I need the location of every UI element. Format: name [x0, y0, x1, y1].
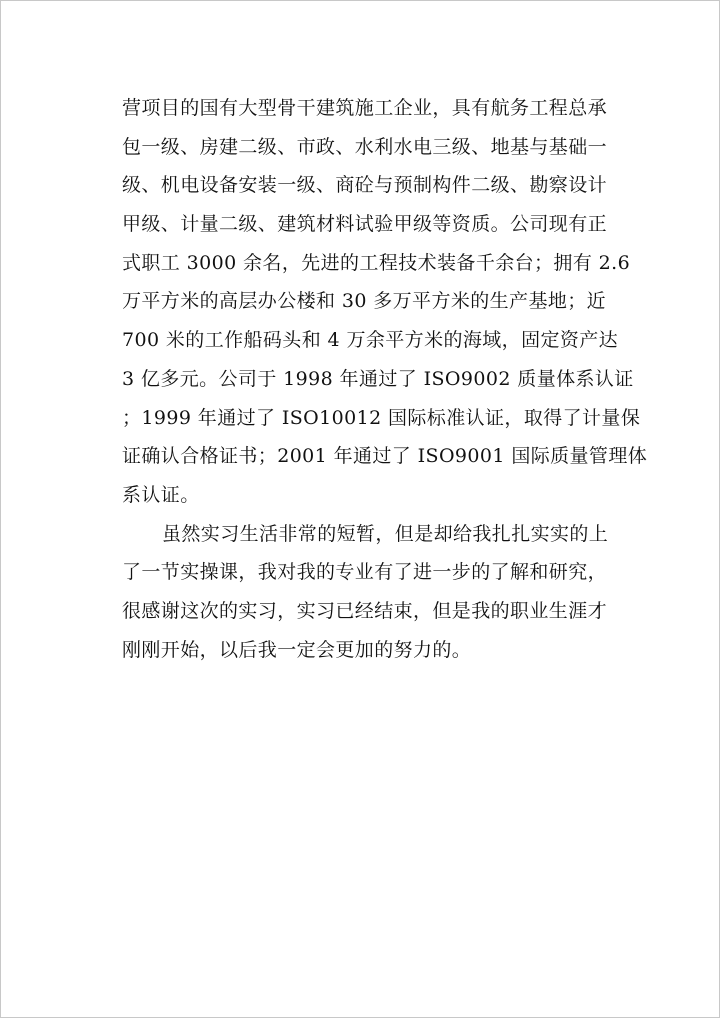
text-line: 3 亿多元。公司于 1998 年通过了 ISO9002 质量体系认证 [122, 367, 634, 390]
text-line: 万平方米的高层办公楼和 30 多万平方米的生产基地；近 [122, 290, 607, 313]
text-line: 虽然实习生活非常的短暂，但是却给我扎扎实实的上 [162, 522, 609, 545]
text-line: 营项目的国有大型骨干建筑施工企业，具有航务工程总承 [122, 97, 608, 119]
text-line: ；1999 年通过了 ISO10012 国际标准认证，取得了计量保 [122, 406, 641, 429]
text-line: 700 米的工作船码头和 4 万余平方米的海域，固定资产达 [122, 329, 619, 352]
text-line: 包一级、房建二级、市政、水利水电三级、地基与基础一 [122, 135, 608, 158]
text-line: 系认证。 [122, 483, 200, 506]
text-line: 式职工 3000 余名，先进的工程技术装备千余台；拥有 2.6 [122, 251, 631, 274]
text-line: 了一节实操课，我对我的专业有了进一步的了解和研究， [122, 561, 608, 584]
paragraph-company-profile [122, 89, 648, 515]
text-line: 刚刚开始，以后我一定会更加的努力的。 [122, 638, 472, 661]
text-line: 级、机电设备安装一级、商砼与预制构件二级、勘察设计 [122, 174, 608, 197]
text-line: 证确认合格证书；2001 年通过了 ISO9001 国际质量管理体 [122, 445, 648, 468]
paragraph-internship-reflection [122, 515, 608, 670]
document-body [122, 89, 648, 669]
text-line: 甲级、计量二级、建筑材料试验甲级等资质。公司现有正 [122, 213, 608, 236]
text-line: 很感谢这次的实习，实习已经结束，但是我的职业生涯才 [122, 599, 608, 622]
